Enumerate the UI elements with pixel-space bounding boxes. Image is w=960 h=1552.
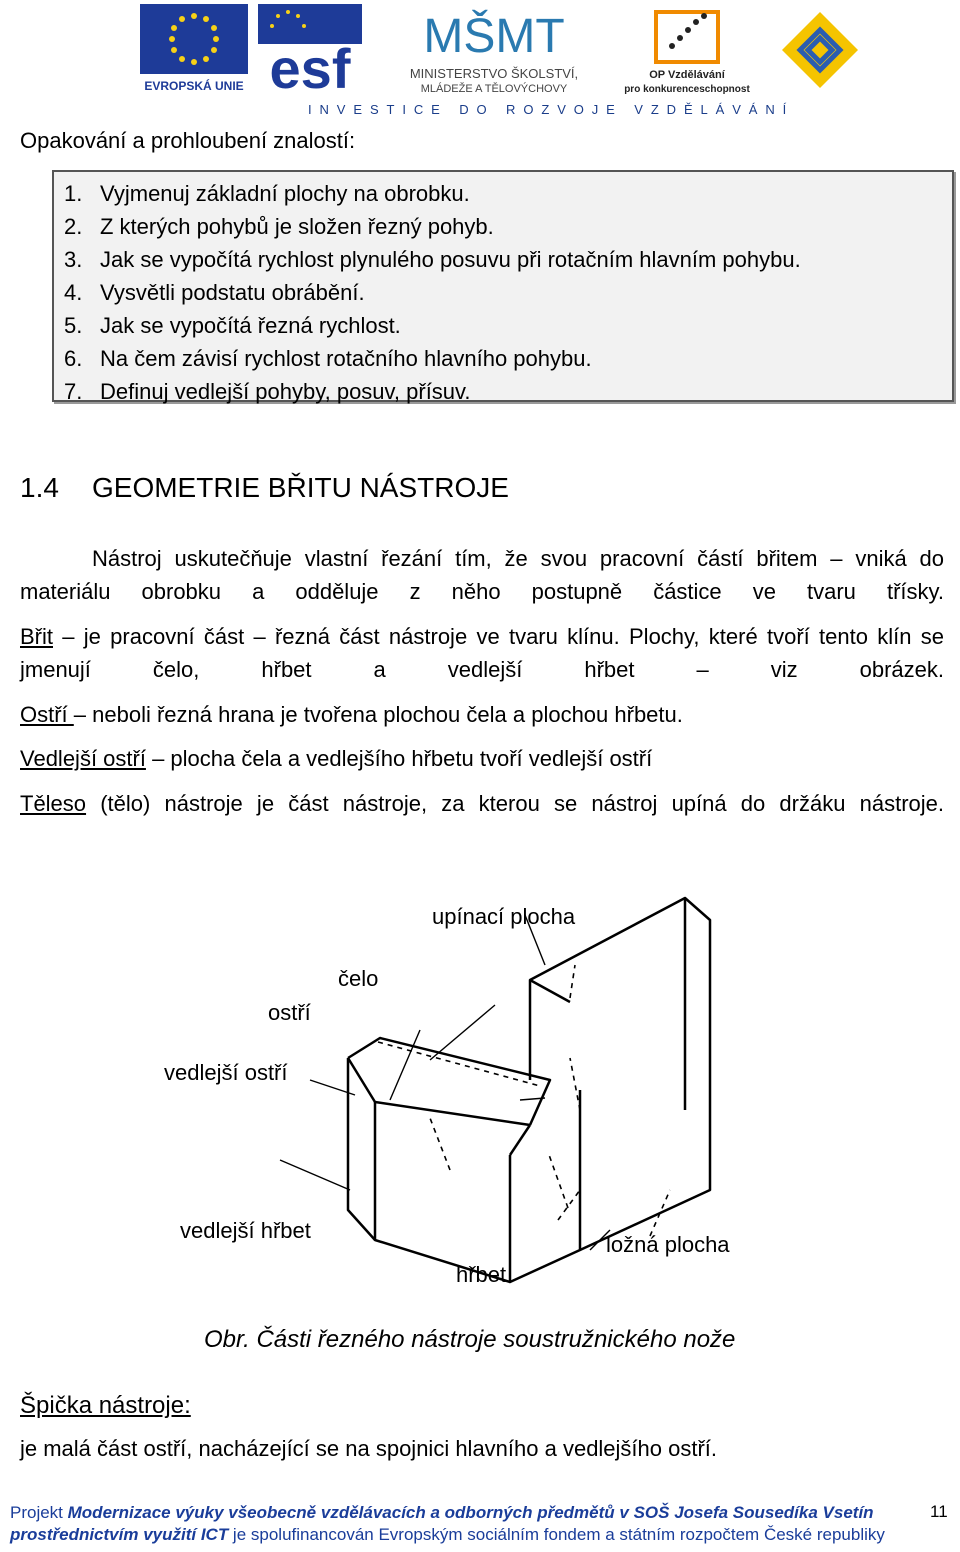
list-item-number: 2. bbox=[64, 214, 83, 239]
review-box bbox=[52, 170, 954, 402]
label-ostri: ostří bbox=[268, 1000, 311, 1025]
spicka-text: je malá část ostří, nacházející se na spojnici hlavního a vedlejšího ostří. bbox=[20, 1436, 718, 1461]
term-teleso: Těleso bbox=[20, 791, 87, 816]
section-number: 1.4 bbox=[20, 472, 59, 503]
list-item-number: 6. bbox=[64, 346, 83, 371]
list-item-number: 4. bbox=[64, 280, 83, 305]
list-item-text: Na čem závisí rychlost rotačního hlavního pohybu. bbox=[100, 346, 592, 371]
tool-diagram bbox=[150, 890, 800, 1300]
list-item bbox=[64, 375, 952, 408]
footer-line-1 bbox=[10, 1502, 950, 1524]
paragraph-teleso bbox=[20, 787, 944, 820]
list-item bbox=[64, 342, 952, 375]
header-tagline: INVESTICE DO ROZVOJE VZDĚLÁVÁNÍ bbox=[308, 102, 795, 117]
paragraph-brit bbox=[20, 620, 944, 686]
list-item-text: Jak se vypočítá rychlost plynulého posuvu při rotačním hlavním pohybu. bbox=[100, 247, 801, 272]
term-vedlejsi-ostri: Vedlejší ostří bbox=[20, 746, 146, 771]
paragraph-vedlejsi-ostri-text: – plocha čela a vedlejšího hřbetu tvoří vedlejší ostří bbox=[145, 746, 653, 771]
label-upinaci-plocha: upínací plocha bbox=[432, 904, 576, 929]
msmt-line-2: MLÁDEŽE A TĚLOVÝCHOVY bbox=[420, 83, 568, 95]
msmt-logo bbox=[394, 2, 594, 96]
eu-label: EVROPSKÁ UNIE bbox=[144, 79, 244, 93]
footer bbox=[10, 1502, 950, 1546]
footer-project-prefix: Projekt bbox=[10, 1503, 68, 1522]
paragraph-teleso-text: (tělo) nástroje je část nástroje, za kterou se nástroj upíná do držáku nástroje. bbox=[86, 791, 944, 816]
footer-line-2 bbox=[10, 1524, 950, 1546]
list-item-number: 7. bbox=[64, 379, 83, 404]
msmt-logo-text: MŠMT bbox=[423, 10, 565, 63]
section-title-text: GEOMETRIE BŘITU NÁSTROJE bbox=[92, 472, 509, 503]
list-item-number: 3. bbox=[64, 247, 83, 272]
label-hrbet: hřbet bbox=[456, 1262, 507, 1287]
term-ostri: Ostří bbox=[20, 702, 74, 727]
esf-logo bbox=[258, 4, 362, 94]
school-logo bbox=[780, 10, 860, 90]
list-item bbox=[64, 309, 952, 342]
section-title bbox=[20, 472, 509, 504]
footer-ict: prostřednictvím využití ICT bbox=[10, 1525, 229, 1544]
paragraph-ostri-text: – neboli řezná hrana je tvořena plochou čela a plochou hřbetu. bbox=[73, 702, 683, 727]
footer-funding: je spolufinancován Evropským sociálním fondem a státním rozpočtem České republiky bbox=[228, 1525, 885, 1544]
op-logo bbox=[622, 6, 752, 96]
figure-caption: Obr. Části řezného nástroje soustružnického nože bbox=[204, 1326, 736, 1353]
eu-logo bbox=[138, 4, 250, 94]
list-item-text: Vyjmenuj základní plochy na obrobku. bbox=[100, 181, 470, 206]
paragraph-intro-text: Nástroj uskutečňuje vlastní řezání tím, že svou pracovní částí břitem – vniká do materiálu obrobku a odděluje z něho postupně částice ve tvaru třísky. bbox=[20, 546, 944, 604]
list-item-number: 1. bbox=[64, 181, 83, 206]
review-heading: Opakování a prohloubení znalostí: bbox=[20, 128, 356, 153]
label-lozna-plocha: ložná plocha bbox=[606, 1232, 730, 1257]
term-brit: Břit bbox=[20, 624, 53, 649]
footer-project-title: Modernizace výuky všeobecně vzdělávacích a odborných předmětů v SOŠ Josefa Sousedíka Vsetín bbox=[67, 1503, 874, 1522]
msmt-line-1: MINISTERSTVO ŠKOLSTVÍ, bbox=[409, 66, 579, 81]
list-item-text: Z kterých pohybů je složen řezný pohyb. bbox=[100, 214, 494, 239]
label-celo: čelo bbox=[338, 966, 379, 991]
spicka-heading: Špička nástroje: bbox=[20, 1392, 191, 1419]
review-list bbox=[54, 172, 952, 408]
list-item-text: Jak se vypočítá řezná rychlost. bbox=[100, 313, 401, 338]
list-item-text: Vysvětli podstatu obrábění. bbox=[100, 280, 365, 305]
label-vedlejsi-ostri: vedlejší ostří bbox=[164, 1060, 288, 1085]
paragraph-ostri bbox=[20, 698, 944, 731]
page-number: 11 bbox=[930, 1502, 948, 1521]
paragraph-intro bbox=[20, 542, 944, 608]
esf-label: esf bbox=[269, 37, 351, 94]
list-item bbox=[64, 210, 952, 243]
op-line-1: OP Vzdělávání bbox=[649, 69, 725, 81]
paragraph-brit-text: – je pracovní část – řezná část nástroje ve tvaru klínu. Plochy, které tvoří tento klín se jmenují čelo, hřbet a vedlejší hřbet – viz obrázek. bbox=[20, 624, 944, 682]
op-line-2: pro konkurenceschopnost bbox=[624, 84, 750, 95]
list-item-text: Definuj vedlejší pohyby, posuv, přísuv. bbox=[100, 379, 471, 404]
list-item bbox=[64, 243, 952, 276]
paragraph-vedlejsi-ostri bbox=[20, 742, 944, 775]
list-item-number: 5. bbox=[64, 313, 83, 338]
list-item bbox=[64, 276, 952, 309]
label-vedlejsi-hrbet: vedlejší hřbet bbox=[180, 1218, 311, 1243]
list-item bbox=[64, 177, 952, 210]
